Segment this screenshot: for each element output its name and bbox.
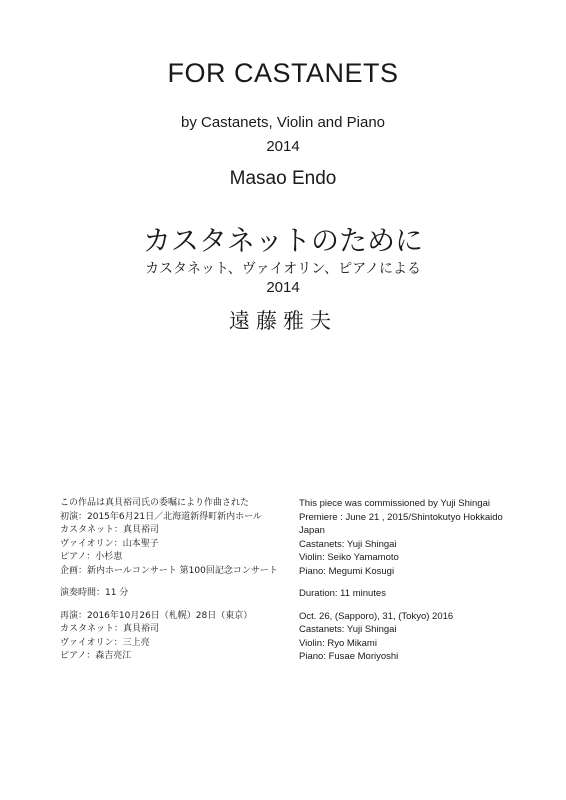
note-ja-castanets: カスタネット：真貝裕司 xyxy=(60,525,160,535)
note-ja-rerun: 再演：2016年10月26日（札幌）28日（東京） xyxy=(60,610,253,621)
note-en-premiere: Premiere : June 21 , 2015/Shintokutyo Hokkaido xyxy=(299,511,503,523)
note-ja-rerun-castanets: カスタネット：真貝裕司 xyxy=(60,624,160,634)
note-en-commission: This piece was commissioned by Yuji Shingai xyxy=(299,498,490,509)
note-en-rerun-violin: Violin: Ryo Mikami xyxy=(299,637,377,649)
note-ja-rerun-violin: ヴァイオリン：三上亮 xyxy=(60,637,150,648)
note-ja-rerun-piano: ピアノ：森吉亮江 xyxy=(60,651,132,661)
note-ja-duration: 演奏時間：11 分 xyxy=(60,588,129,598)
note-en-duration: Duration: 11 minutes xyxy=(299,588,386,599)
subtitle-english: by Castanets, Violin and Piano xyxy=(180,114,386,131)
subtitle-japanese: カスタネット、ヴァイオリン、ピアノによる xyxy=(145,261,421,277)
note-ja-violin: ヴァイオリン：山本聖子 xyxy=(60,538,159,549)
note-ja-premiere: 初演：2015年6月21日／北海道新得町新内ホール xyxy=(60,511,262,522)
note-en-rerun: Oct. 26, (Sapporo), 31, (Tokyo) 2016 xyxy=(299,610,454,622)
title-japanese: カスタネットのために xyxy=(142,224,423,257)
notes-english xyxy=(299,497,539,664)
note-en-rerun-piano: Piano: Fusae Moriyoshi xyxy=(299,651,399,662)
note-ja-piano: ピアノ：小杉恵 xyxy=(60,552,123,562)
note-ja-planning: 企画：新内ホールコンサート 第100回記念コンサート xyxy=(60,565,278,576)
note-en-castanets: Castanets: Yuji Shingai xyxy=(299,538,397,550)
note-en-violin: Violin: Seiko Yamamoto xyxy=(299,552,399,563)
note-en-rerun-castanets: Castanets: Yuji Shingai xyxy=(299,624,397,635)
note-en-premiere-country: Japan xyxy=(299,525,325,536)
title-english: FOR CASTANETS xyxy=(167,58,399,88)
composer-japanese: 遠藤雅夫 xyxy=(229,309,337,333)
note-ja-commission: この作品は真貝裕司氏の委嘱により作曲された xyxy=(60,498,250,508)
note-en-piano: Piano: Megumi Kosugi xyxy=(299,565,395,577)
notes-japanese xyxy=(60,497,290,664)
year-japanese: 2014 xyxy=(266,279,300,296)
year-english: 2014 xyxy=(266,138,300,155)
composer-english: Masao Endo xyxy=(229,168,337,189)
